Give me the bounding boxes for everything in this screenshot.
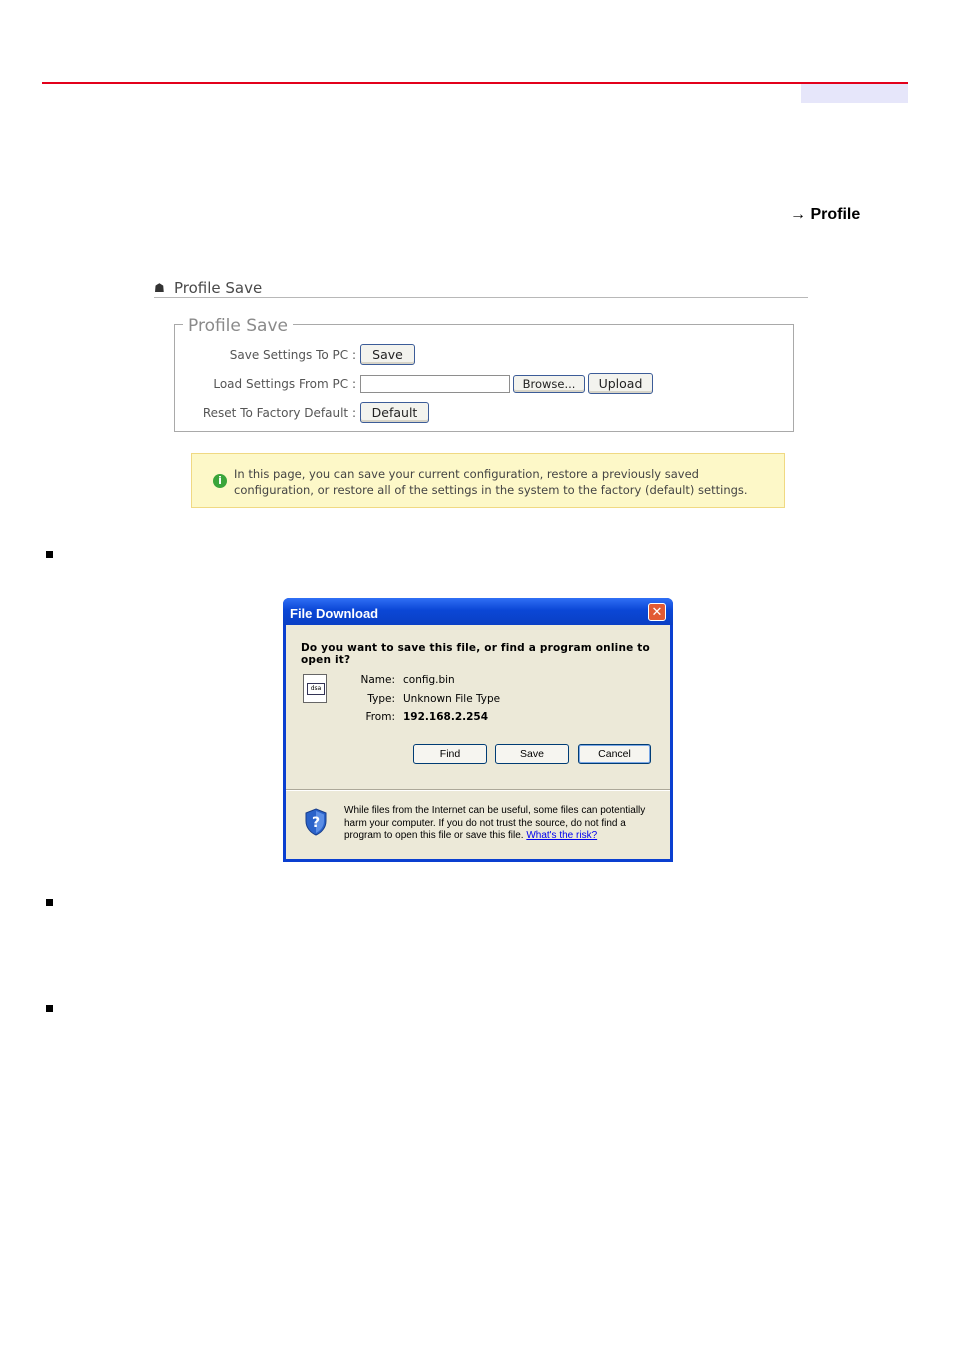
svg-text:?: ? [311,815,321,831]
info-text: In this page, you can save your current configuration, restore a previously saved configuration, or restore all of the settings in the system to the factory (default) settings. [234,467,748,497]
bullet-marker [46,1005,53,1012]
file-icon [303,674,327,703]
nav-path: → Profile [790,206,861,223]
dialog-warning [344,805,659,843]
home-icon: ☗ [154,281,165,295]
shield-icon [304,808,328,836]
header-tab [801,84,908,103]
find-button[interactable]: Find [413,744,487,764]
bullet-marker [46,551,53,558]
default-button[interactable]: Default [360,402,429,423]
header-rule [42,82,908,84]
dialog-warning-text: While files from the Internet can be useful, some files can potentially harm your computer. If you do not trust the source, do not find a program to open this file or save this file. [344,805,646,841]
type-label: Type: [367,693,395,705]
info-icon: i [213,474,227,488]
upload-button[interactable]: Upload [588,373,653,394]
section-title: Profile Save [174,279,263,297]
dialog-save-button[interactable]: Save [495,744,569,764]
cancel-button[interactable]: Cancel [578,744,651,764]
file-icon-label: dsa [307,683,325,695]
save-settings-label: Save Settings To PC : [229,348,356,362]
browse-button[interactable]: Browse... [513,375,585,393]
name-label: Name: [360,674,395,686]
fieldset-legend: Profile Save [183,316,293,336]
name-value: config.bin [403,674,455,686]
section-header [154,279,808,298]
save-button[interactable]: Save [360,344,415,365]
load-file-input[interactable] [360,375,510,393]
dialog-separator [286,789,670,791]
load-settings-label: Load Settings From PC : [213,377,356,391]
dialog-question: Do you want to save this file, or find a program online to open it? [301,642,650,666]
type-value: Unknown File Type [403,693,501,705]
risk-link[interactable]: What's the risk? [526,830,598,841]
from-label: From: [365,711,395,723]
bullet-marker [46,899,53,906]
close-icon[interactable]: ✕ [648,603,666,621]
reset-factory-label: Reset To Factory Default : [202,406,356,420]
dialog-title: File Download [290,606,379,621]
from-value: 192.168.2.254 [403,711,489,723]
